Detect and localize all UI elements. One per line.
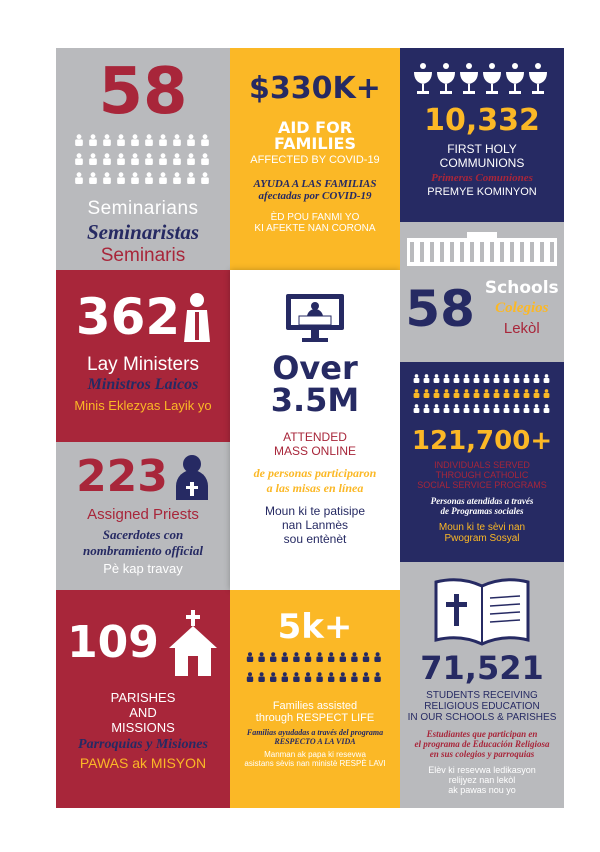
served-tile <box>400 362 564 562</box>
seminarians-en: Seminarians <box>87 198 199 219</box>
families-tile <box>230 590 400 808</box>
seminarians-number: 58 <box>98 55 188 129</box>
chalice-icon <box>412 62 552 96</box>
students-es2: el programa de Educación Religiosa <box>414 739 550 749</box>
communions-number: 10,332 <box>424 103 540 138</box>
parishes-number: 109 <box>67 617 159 668</box>
computer-priest-icon <box>284 292 346 344</box>
aid-number: $330K+ <box>249 71 381 106</box>
parishes-tile <box>56 590 230 808</box>
seminarians-ht: Seminaris <box>100 245 186 266</box>
minister-icon <box>184 292 210 342</box>
schools-tile <box>400 222 564 362</box>
students-ht3: ak pawas nou yo <box>448 785 516 795</box>
mass-es1: de personas participaron <box>253 466 377 480</box>
mass-number1: Over <box>272 349 358 387</box>
parishes-es: Parroquias y Misiones <box>78 737 208 752</box>
mass-tile <box>230 270 400 590</box>
served-es2: de Programas sociales <box>440 506 524 516</box>
aid-es2: afectadas por COVID-19 <box>258 190 372 202</box>
served-es1: Personas atendidas a través <box>430 496 534 506</box>
aid-es1: AYUDA A LAS FAMILIAS <box>253 178 377 190</box>
students-en3: IN OUR SCHOOLS & PARISHES <box>407 712 557 723</box>
families-es2: RESPECTO A LA VIDA <box>274 737 356 746</box>
mass-ht2: nan Lanmès <box>281 518 349 532</box>
students-number: 71,521 <box>420 649 544 687</box>
students-es3: en sus colegios y parroquias <box>429 749 535 759</box>
communions-es: Primeras Comuniones <box>431 172 533 184</box>
parishes-en2: AND <box>129 705 157 720</box>
mass-ht1: Moun ki te patisipe <box>264 504 366 518</box>
aid-en2: FAMILIES <box>274 134 356 153</box>
served-en1: INDIVIDUALS SERVED <box>434 460 530 470</box>
lay-es: Ministros Laicos <box>87 376 199 393</box>
aid-en1: AID FOR <box>277 118 353 137</box>
church-icon <box>167 610 219 676</box>
seminarians-es: Seminaristas <box>86 220 200 244</box>
aid-en3: AFFECTED BY COVID-19 <box>250 154 380 166</box>
parishes-ht: PAWAS ak MISYON <box>79 755 207 771</box>
priests-es1: Sacerdotes con <box>102 527 184 542</box>
communions-tile <box>400 48 564 222</box>
served-ht1: Moun ki te sèvi nan <box>438 522 526 533</box>
students-ht1: Elèv ki resevwa ledikasyon <box>428 765 536 775</box>
priests-en: Assigned Priests <box>87 506 199 523</box>
communions-en2: COMMUNIONS <box>439 156 525 170</box>
schools-ht: Lekòl <box>503 320 540 337</box>
students-es1: Estudiantes que participan en <box>426 729 538 739</box>
schools-number: 58 <box>405 279 475 338</box>
schools-en: Schools <box>484 278 559 298</box>
bible-icon <box>432 576 532 646</box>
served-number: 121,700+ <box>411 426 553 456</box>
students-en1: STUDENTS RECEIVING <box>426 690 538 701</box>
families-es1: Familias ayudadas a través del programa <box>246 728 384 737</box>
family-grid-icon <box>245 652 385 692</box>
families-ht2: asistans sèvis nan ministè RESPÈ LAVI <box>244 759 386 768</box>
mass-en1: ATTENDED <box>283 430 347 444</box>
served-ht2: Pwogram Sosyal <box>444 533 520 544</box>
families-number: 5k+ <box>277 607 353 647</box>
lay-number: 362 <box>75 288 181 346</box>
aid-ht2: KI AFEKTE NAN CORONA <box>254 223 376 234</box>
seminarians-tile <box>56 48 230 270</box>
served-en3: SOCIAL SERVICE PROGRAMS <box>417 480 547 490</box>
priests-tile <box>56 442 230 590</box>
priests-es2: nombramiento official <box>82 543 203 558</box>
priest-icon <box>174 454 210 500</box>
families-ht1: Manman ak papa ki resevwa <box>264 750 366 759</box>
parishes-en3: MISSIONS <box>111 720 175 735</box>
mass-es2: a las misas en línea <box>266 481 364 495</box>
parishes-en1: PARISHES <box>110 690 176 705</box>
mass-en2: MASS ONLINE <box>273 444 357 458</box>
families-en1: Families assisted <box>272 700 358 712</box>
aid-ht1: ÈD POU FANMI YO <box>270 212 360 223</box>
people-row-icon <box>73 134 213 190</box>
families-en2: through RESPECT LIFE <box>255 712 375 724</box>
communions-en1: FIRST HOLY <box>447 142 517 156</box>
students-tile <box>400 562 564 808</box>
priests-ht: Pè kap travay <box>103 561 183 576</box>
students-en2: RELIGIOUS EDUCATION <box>424 701 540 712</box>
students-ht2: relijyez nan lekòl <box>448 775 516 785</box>
aid-tile <box>230 48 400 270</box>
priests-number: 223 <box>76 451 168 502</box>
schools-es: Colegios <box>495 300 549 316</box>
lay-ministers-tile <box>56 270 230 442</box>
school-building-icon <box>407 232 557 266</box>
served-en2: THROUGH CATHOLIC <box>435 470 529 480</box>
lay-en: Lay Ministers <box>87 354 199 375</box>
communions-ht: PREMYE KOMINYON <box>427 186 537 198</box>
mass-ht3: sou entènèt <box>283 532 347 546</box>
people-grid-icon <box>412 374 552 420</box>
lay-ht: Minis Eklezyas Layik yo <box>74 398 212 413</box>
mass-number2: 3.5M <box>270 381 360 419</box>
